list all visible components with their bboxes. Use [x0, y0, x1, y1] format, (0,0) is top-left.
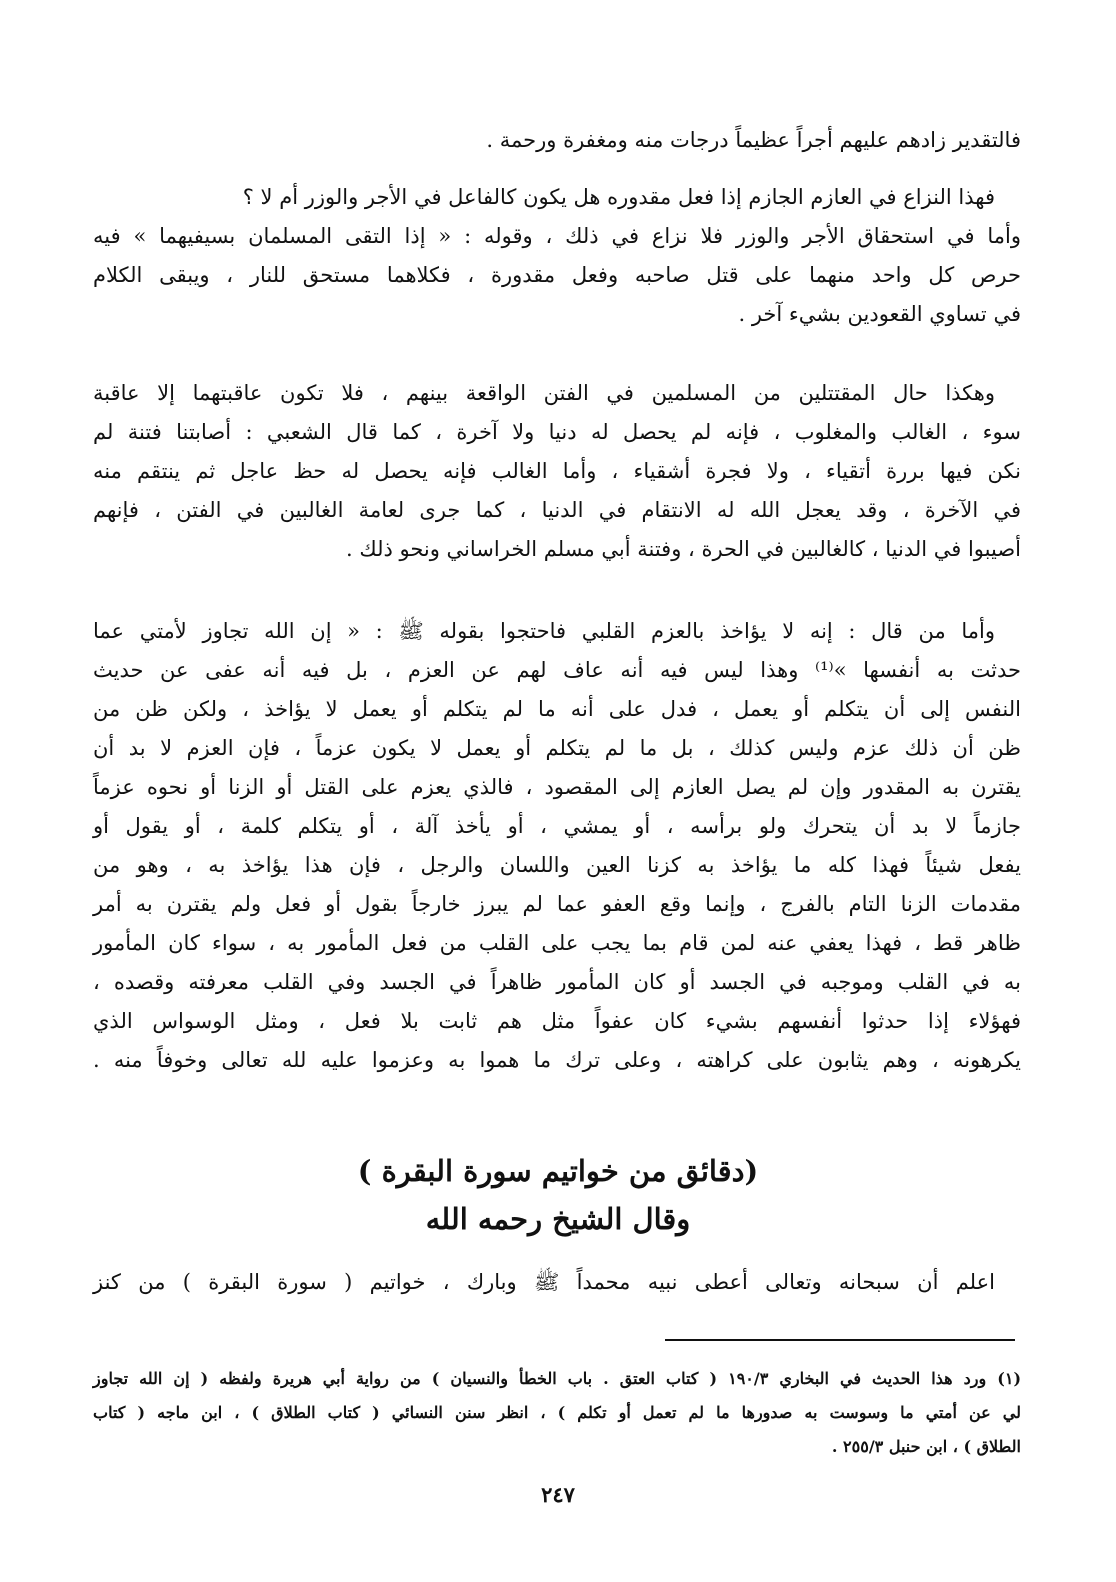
text-line: ظاهر قط ، فهذا يعفي عنه لمن قام بما يجب على القلب من فعل المأمور به ، سواء كان المأمور [93, 931, 1021, 955]
text-line: في الآخرة ، وقد يعجل الله له الانتقام في الدنيا ، كما جرى لعامة الغالبين في الفتن ، فإنهم [93, 498, 1021, 522]
paragraph-1 [93, 121, 1021, 160]
footnote-divider [665, 1339, 1015, 1341]
paragraph-3 [93, 374, 1021, 569]
text-line: يفعل شيئاً فهذا كله ما يؤاخذ به كزنا العين واللسان والرجل ، فإن هذا يؤاخذ به ، وهو من [93, 853, 1021, 877]
text-line: فالتقدير زادهم عليهم أجراً عظيماً درجات منه ومغفرة ورحمة . [486, 128, 1021, 152]
text-line: مقدمات الزنا التام بالفرج ، وإنما وقع العفو عما لم يبرز خارجاً بقول أو فعل ولم يقترن به أمر [93, 892, 1021, 916]
text-line: جازماً لا بد أن يتحرك ولو برأسه ، أو يمشي ، أو يأخذ آلة ، أو يتكلم كلمة ، أو يقول أو [93, 814, 1021, 838]
text-line: نكن فيها بررة أتقياء ، ولا فجرة أشقياء ، وأما الغالب فإنه يحصل له حظ عاجل ثم ينتقم منه [93, 459, 1021, 483]
text-line: حدثت به أنفسها »⁽¹⁾ وهذا ليس فيه أنه عاف لهم عن العزم ، بل فيه أنه عفى عن حديث [93, 658, 1021, 682]
footnote-line: (١) ورد هذا الحديث في البخاري ١٩٠/٣ ( كتاب العتق . باب الخطأ والنسيان ) من رواية أبي هريرة ولفظه ( إن الله تجاوز [93, 1369, 1022, 1388]
text-line: النفس إلى أن يتكلم أو يعمل ، فدل على أنه ما لم يتكلم أو يعمل لا يؤاخذ ، ولكن ظن من [93, 697, 1021, 721]
paragraph-2 [93, 178, 1021, 334]
text-line: وهكذا حال المقتتلين من المسلمين في الفتن الواقعة بينهم ، فلا تكون عاقبتهما إلا عاقبة [93, 381, 995, 405]
text-line: سوء ، الغالب والمغلوب ، فإنه لم يحصل له دنيا ولا آخرة ، كما قال الشعبي : أصابتنا فتنة لم [93, 420, 1021, 444]
text-line: يكرهونه ، وهم يثابون على كراهته ، وعلى ترك ما هموا به وعزموا عليه لله تعالى وخوفاً منه . [93, 1048, 1021, 1072]
footnote-line: الطلاق ) ، ابن حنبل ٢٥٥/٣ . [831, 1437, 1021, 1456]
text-line: أصيبوا في الدنيا ، كالغالبين في الحرة ، وفتنة أبي مسلم الخراساني ونحو ذلك . [346, 537, 1021, 561]
section-heading: (دقائق من خواتيم سورة البقرة ) [357, 1154, 759, 1188]
paragraph-5 [93, 1263, 1021, 1302]
footnote [93, 1362, 1021, 1464]
text-line: وأما من قال : إنه لا يؤاخذ بالعزم القلبي فاحتجوا بقوله ﷺ : « إن الله تجاوز لأمتي عما [93, 619, 995, 643]
paragraph-4 [93, 612, 1021, 1080]
text-line: فهذا النزاع في العازم الجازم إذا فعل مقدوره هل يكون كالفاعل في الأجر والوزر أم لا ؟ [242, 185, 995, 209]
text-line: في تساوي القعودين بشيء آخر . [738, 302, 1021, 326]
text-line: فهؤلاء إذا حدثوا أنفسهم بشيء كان عفواً مثل هم ثابت بلا فعل ، ومثل الوسواس الذي [93, 1009, 1021, 1033]
section-subheading: وقال الشيخ رحمه الله [425, 1202, 691, 1236]
footnote-line: لي عن أمتي ما وسوست به صدورها ما لم تعمل أو تكلم ) ، انظر سنن النسائي ( كتاب الطلاق ) ، ابن ماجه ( كتاب [93, 1403, 1021, 1422]
text-line: وأما في استحقاق الأجر والوزر فلا نزاع في ذلك ، وقوله : « إذا التقى المسلمان بسيفيهما » فيه [93, 224, 1021, 248]
text-line: ظن أن ذلك عزم وليس كذلك ، بل ما لم يتكلم أو يعمل لا يكون عزماً ، فإن العزم لا بد أن [93, 736, 1021, 760]
text-line: به في القلب وموجبه في الجسد أو كان المأمور ظاهراً في الجسد وفي القلب معرفته وقصده ، [93, 970, 1021, 994]
text-line: حرص كل واحد منهما على قتل صاحبه وفعل مقدورة ، فكلاهما مستحق للنار ، ويبقى الكلام [93, 263, 1021, 287]
text-line: اعلم أن سبحانه وتعالى أعطى نبيه محمداً ﷺ وبارك ، خواتيم ( سورة البقرة ) من كنز [93, 1270, 995, 1294]
page-number: ٢٤٧ [541, 1482, 575, 1507]
text-line: يقترن به المقدور وإن لم يصل العازم إلى المقصود ، فالذي يعزم على القتل أو الزنا أو نحوه عزماً [93, 775, 1021, 799]
